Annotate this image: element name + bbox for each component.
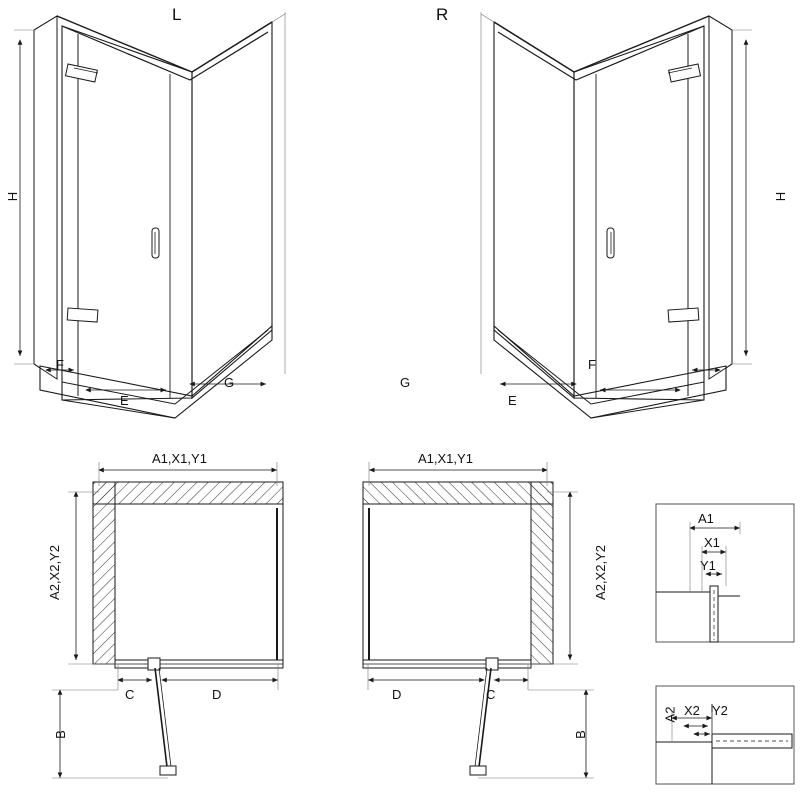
detail-bottom xyxy=(656,686,794,784)
plan-right-dim-c: C xyxy=(486,687,496,702)
detail-top-dim-a1: A1 xyxy=(698,511,714,526)
iso-right-dim-f: F xyxy=(588,357,596,372)
detail-top-dim-y1: Y1 xyxy=(700,558,716,573)
plan-left-side-dim: A2,X2,Y2 xyxy=(46,545,62,600)
iso-left-dim-g: G xyxy=(224,375,235,390)
detail-bottom-dim-a2: A2 xyxy=(662,706,678,723)
iso-left-dim-e: E xyxy=(120,393,129,408)
iso-right-dimensions xyxy=(500,30,752,390)
plan-left-dim-b: B xyxy=(52,730,68,739)
plan-left-dim-d: D xyxy=(212,687,222,702)
iso-left-dim-f: F xyxy=(56,357,64,372)
iso-left-dimensions xyxy=(14,30,266,390)
iso-view-right xyxy=(481,12,732,418)
iso-right-dim-g: G xyxy=(400,375,411,390)
iso-view-left xyxy=(34,12,285,418)
plan-left-top-dim: A1,X1,Y1 xyxy=(152,451,207,466)
variant-label-left: L xyxy=(172,5,182,24)
plan-right-dim-b: B xyxy=(572,730,588,739)
plan-right-dim-d: D xyxy=(392,687,402,702)
iso-right-dim-h: H xyxy=(773,191,789,202)
plan-view-left xyxy=(52,462,283,778)
plan-view-right xyxy=(363,462,594,778)
detail-top xyxy=(656,504,794,642)
iso-left-dim-h: H xyxy=(5,191,21,202)
detail-top-dim-x1: X1 xyxy=(704,535,720,550)
plan-left-dim-c: C xyxy=(125,687,135,702)
detail-bottom-dim-x2: X2 xyxy=(684,703,700,718)
variant-label-right: R xyxy=(436,5,449,24)
plan-right-top-dim: A1,X1,Y1 xyxy=(418,451,473,466)
plan-right-side-dim: A2,X2,Y2 xyxy=(592,545,608,600)
detail-bottom-dim-y2: Y2 xyxy=(712,703,728,718)
iso-right-dim-e: E xyxy=(508,393,517,408)
